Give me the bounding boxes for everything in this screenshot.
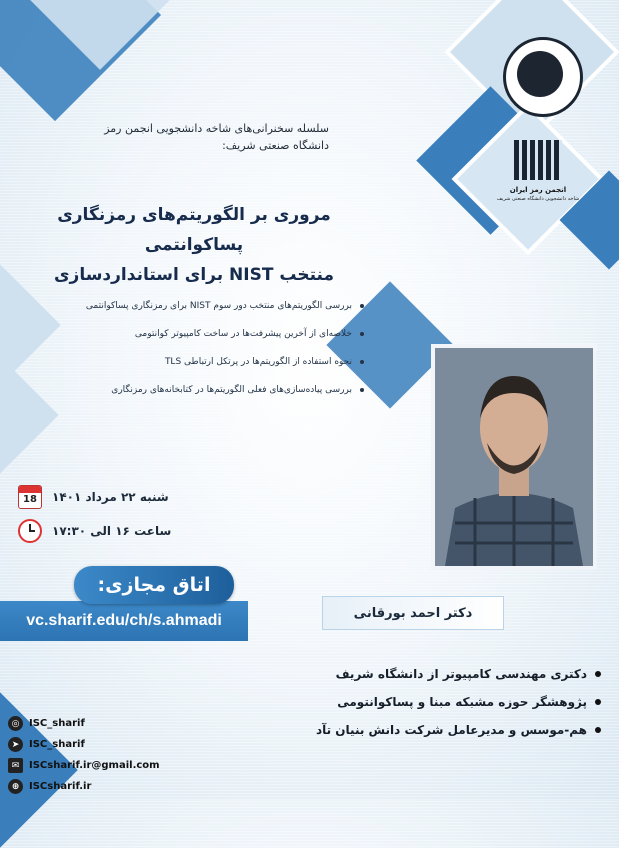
time-text: ساعت ۱۶ الی ۱۷:۳۰ bbox=[52, 524, 172, 538]
association-emblem-icon bbox=[514, 140, 562, 180]
topic-list bbox=[44, 292, 364, 404]
alarm-clock-icon bbox=[18, 519, 42, 543]
bullet-icon bbox=[595, 727, 601, 733]
social-website[interactable]: ⊕ ISCsharif.ir bbox=[8, 776, 208, 797]
topic-item: بررسی الگوریتم‌های منتخب دور سوم NIST برای رمزنگاری پساکوانتمی bbox=[44, 292, 364, 320]
series-line-2: دانشگاه صنعتی شریف: bbox=[222, 139, 329, 152]
sharif-seal-icon bbox=[503, 37, 583, 117]
bullet-icon bbox=[360, 304, 364, 308]
speaker-name: دکتر احمد بورقانی bbox=[322, 596, 504, 630]
bullet-icon bbox=[360, 332, 364, 336]
association-branch: شاخه دانشجویی دانشگاه صنعتی شریف bbox=[496, 196, 580, 202]
title-line-2: منتخب NIST برای استانداردسازی bbox=[53, 265, 335, 285]
bio-item: پژوهشگر حوزه مشبکه مبنا و پساکوانتومی bbox=[271, 688, 601, 716]
bullet-icon bbox=[360, 360, 364, 364]
bio-item: دکتری مهندسی کامپیوتر از دانشگاه شریف bbox=[271, 660, 601, 688]
talk-title bbox=[24, 200, 364, 290]
topic-item: بررسی پیاده‌سازی‌های فعلی الگوریتم‌ها در کتابخانه‌های رمزنگاری bbox=[44, 376, 364, 404]
calendar-icon: 18 bbox=[18, 485, 42, 509]
bio-item: هم-موسس و مدیرعامل شرکت دانش بنیان تآد bbox=[271, 716, 601, 744]
room-label: اتاق مجازی: bbox=[74, 566, 234, 604]
topic-item: خلاصه‌ای از آخرین پیشرفت‌ها در ساخت کامپیوتر کوانتومی bbox=[44, 320, 364, 348]
social-email[interactable]: ✉ ISCsharif.ir@gmail.com bbox=[8, 755, 208, 776]
email-icon: ✉ bbox=[8, 758, 23, 773]
web-icon: ⊕ bbox=[8, 779, 23, 794]
event-time bbox=[18, 518, 248, 544]
instagram-icon: ◎ bbox=[8, 716, 23, 731]
series-header bbox=[19, 120, 329, 154]
social-telegram[interactable]: ➤ ISC_sharif bbox=[8, 734, 208, 755]
association-logo bbox=[478, 140, 598, 202]
association-name: انجمن رمز ایران bbox=[509, 186, 567, 194]
speaker-bio bbox=[271, 660, 601, 744]
speaker-portrait-icon bbox=[435, 348, 593, 566]
date-text: شنبه ۲۲ مرداد ۱۴۰۱ bbox=[52, 490, 169, 504]
bullet-icon bbox=[595, 671, 601, 677]
speaker-photo bbox=[431, 344, 597, 570]
sharif-university-logo bbox=[503, 37, 583, 117]
social-links bbox=[8, 713, 208, 797]
telegram-icon: ➤ bbox=[8, 737, 23, 752]
room-url-link[interactable]: vc.sharif.edu/ch/s.ahmadi bbox=[0, 601, 248, 641]
title-line-1: مروری بر الگوریتم‌های رمزنگاری پساکوانتمی bbox=[57, 205, 331, 255]
topic-item: نحوه استفاده از الگوریتم‌ها در پرتکل ارتباطی TLS bbox=[44, 348, 364, 376]
bullet-icon bbox=[360, 388, 364, 392]
series-line-1: سلسله سخنرانی‌های شاخه دانشجویی انجمن رمز bbox=[104, 122, 329, 135]
event-date bbox=[18, 484, 248, 510]
social-instagram[interactable]: ◎ ISC_sharif bbox=[8, 713, 208, 734]
bullet-icon bbox=[595, 699, 601, 705]
